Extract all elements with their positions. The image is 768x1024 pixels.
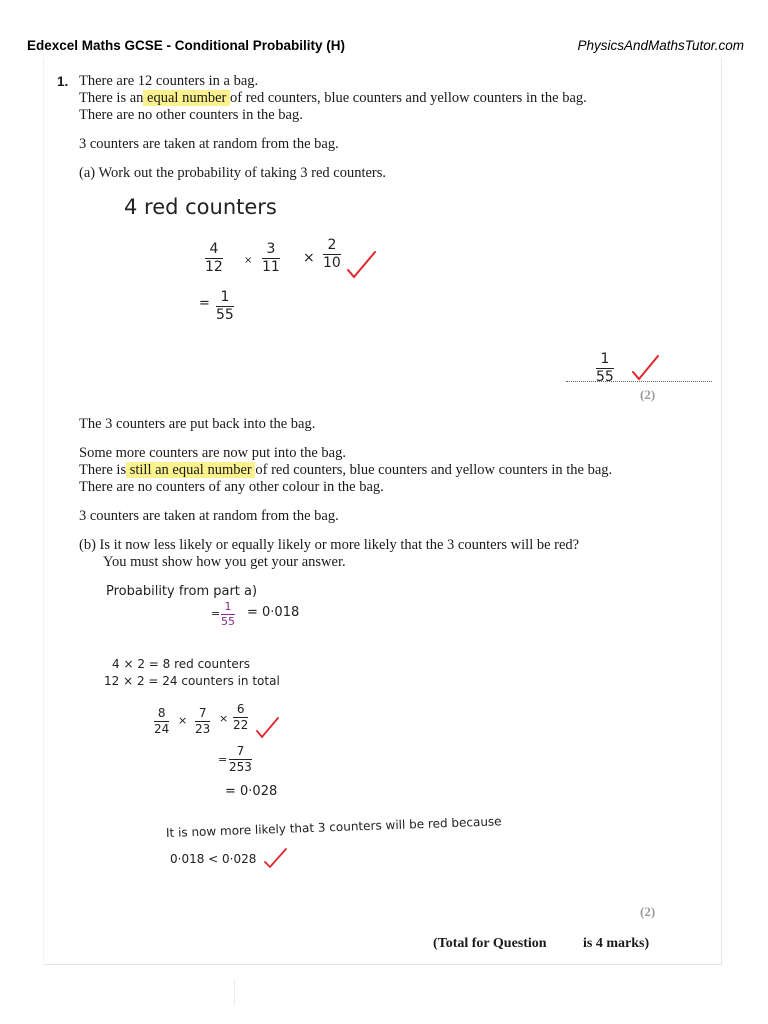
times-sign: × bbox=[178, 714, 188, 727]
question-line-4: 3 counters are taken at random from the bag. bbox=[79, 136, 339, 152]
fraction-2-10: 2 10 bbox=[323, 237, 341, 271]
fraction-3-11: 3 11 bbox=[262, 241, 280, 275]
highlight-equal-number: equal number bbox=[143, 90, 230, 106]
total-label-right: is 4 marks) bbox=[583, 936, 650, 951]
part-b-prompt-1: (b) Is it now less likely or equally likely or more likely that the 3 counters will be red? bbox=[79, 537, 580, 553]
working-b-heading: Probability from part a) bbox=[106, 584, 258, 599]
fraction-8-24: 8 24 bbox=[154, 706, 170, 736]
context-line-1: The 3 counters are put back into the bag. bbox=[79, 416, 316, 432]
answer-line-a bbox=[566, 381, 712, 382]
total-label-left: (Total for Question bbox=[433, 936, 547, 951]
working-a-note: 4 red counters bbox=[124, 195, 277, 219]
fraction-6-22: 6 22 bbox=[233, 702, 249, 732]
decimal-0-028: = 0·028 bbox=[225, 784, 278, 799]
context-line-2: Some more counters are now put into the bag. bbox=[79, 445, 346, 461]
question-number: 1. bbox=[57, 74, 69, 89]
times-sign: × bbox=[303, 250, 315, 266]
fraction-1-55-b: 1 55 bbox=[221, 600, 235, 628]
tick-icon bbox=[630, 352, 662, 382]
working-b-line-1: 4 × 2 = 8 red counters bbox=[112, 657, 250, 671]
fraction-7-23: 7 23 bbox=[195, 706, 211, 736]
equals-sign: = bbox=[199, 296, 210, 311]
times-sign: × bbox=[244, 255, 253, 266]
fraction-7-253: 7 253 bbox=[229, 744, 252, 774]
working-b-line-2: 12 × 2 = 24 counters in total bbox=[104, 674, 280, 688]
equals-sign: = bbox=[211, 607, 221, 620]
fraction-4-12: 4 12 bbox=[205, 241, 223, 275]
highlight-still-equal: still an equal number bbox=[126, 462, 256, 478]
conclusion-text: It is now more likely that 3 counters will be red because bbox=[165, 814, 502, 840]
marks-b: (2) bbox=[640, 904, 656, 919]
marks-a: (2) bbox=[640, 387, 656, 402]
fraction-1-55: 1 55 bbox=[216, 289, 234, 323]
tick-icon bbox=[254, 714, 280, 740]
comparison-text: 0·018 < 0·028 bbox=[170, 852, 257, 866]
question-line-1: There are 12 counters in a bag. bbox=[79, 73, 259, 89]
answer-a-fraction: 1 55 bbox=[596, 351, 614, 385]
part-a-prompt: (a) Work out the probability of taking 3 red counters. bbox=[79, 165, 387, 181]
equals-sign: = bbox=[218, 753, 228, 766]
header-site[interactable]: PhysicsAndMathsTutor.com bbox=[577, 38, 744, 53]
context-line-4: There are no counters of any other colour in the bag. bbox=[79, 479, 384, 495]
question-line-3: There are no other counters in the bag. bbox=[79, 107, 303, 123]
part-b-prompt-2: You must show how you get your answer. bbox=[103, 554, 346, 570]
tick-icon bbox=[345, 248, 377, 280]
page-divider bbox=[234, 980, 235, 1006]
tick-icon bbox=[262, 846, 288, 870]
context-line-3: There is still an equal number of red counters, blue counters and yellow counters in the bag. bbox=[79, 462, 613, 478]
decimal-0-018: = 0·018 bbox=[247, 605, 300, 620]
header-title: Edexcel Maths GCSE - Conditional Probability (H) bbox=[27, 38, 346, 53]
times-sign: × bbox=[219, 712, 229, 725]
context-line-5: 3 counters are taken at random from the bag. bbox=[79, 508, 339, 524]
question-line-2: There is an equal number of red counters, blue counters and yellow counters in the bag. bbox=[79, 90, 587, 106]
